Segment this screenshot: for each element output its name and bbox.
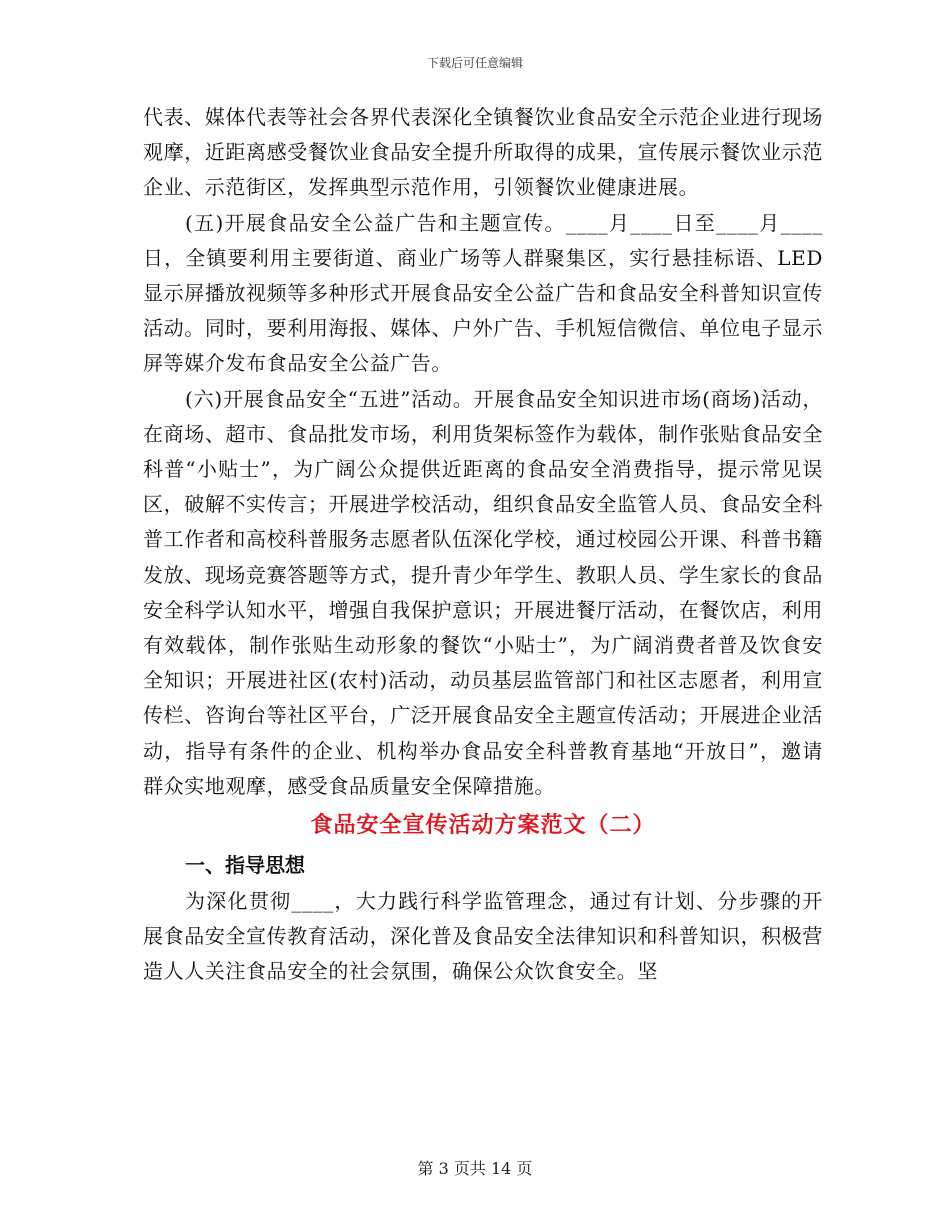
paragraph-section-six: (六)开展食品安全“五进”活动。开展食品安全知识进市场(商场)活动，在商场、超市、食品批发市场，利用货架标签作为载体，制作张贴食品安全科普“小贴士”，为广阔公众提供近距离的食品安全消费指导，提示常见误区，破解不实传言；开展进学校活动，组织食品安全监管人员、食品安全科普工作者和高校科普服务志愿者队伍深化学校，通过校园公开课、科普书籍发放、现场竞赛答题等方式，提升青少年学生、教职人员、学生家长的食品安全科学认知水平，增强自我保护意识；开展进餐厅活动，在餐饮店，利用有效载体，制作张贴生动形象的餐饮“小贴士”，为广阔消费者普及饮食安全知识；开展进社区(农村)活动，动员基层监管部门和社区志愿者，利用宣传栏、咨询台等社区平台，广泛开展食品安全主题宣传活动；开展进企业活动，指导有条件的企业、机构举办食品安全科普教育基地“开放日”，邀请群众实地观摩，感受食品质量安全保障措施。 <box>143 386 823 798</box>
page-number: 第 3 页共 14 页 <box>417 1159 533 1178</box>
paragraph-section-five: (五)开展食品安全公益广告和主题宣传。____月____日至____月____日，全镇要利用主要街道、商业广场等人群聚集区，实行悬挂标语、LED显示屏播放视频等多种形式开展食品安全公益广告和食品安全科普知识宣传活动。同时，要利用海报、媒体、户外广告、手机短信微信、单位电子显示屏等媒介发布食品安全公益广告。 <box>143 210 823 376</box>
section-title: 食品安全宣传活动方案范文（二） <box>310 813 656 839</box>
sub-heading-guiding-ideology: 一、指导思想 <box>185 853 305 878</box>
header-note: 下载后可任意编辑 <box>426 56 523 70</box>
paragraph-guiding-ideology: 为深化贯彻____，大力践行科学监管理念，通过有计划、分步骤的开展食品安全宣传教育活动，深化普及食品安全法律知识和科普知识，积极营造人人关注食品安全的社会氛围，确保公众饮食安全。坚 <box>143 889 823 984</box>
paragraph-continuation: 代表、媒体代表等社会各界代表深化全镇餐饮业食品安全示范企业进行现场观摩，近距离感受餐饮业食品安全提升所取得的成果，宣传展示餐饮业示范企业、示范街区，发挥典型示范作用，引领餐饮业健康进展。 <box>143 105 823 200</box>
document-body <box>143 100 823 990</box>
